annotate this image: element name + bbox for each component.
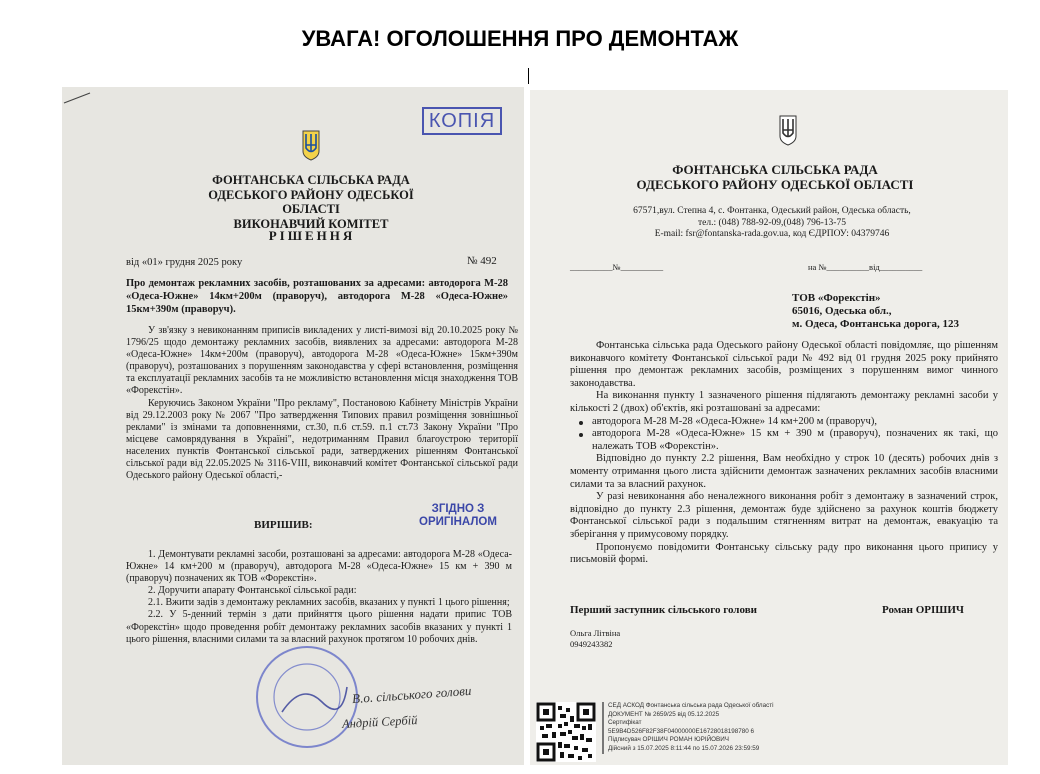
org-line: ФОНТАНСЬКА СІЛЬСЬКА РАДА [672, 162, 878, 177]
recipient-line: ТОВ «Форекстін» [792, 292, 881, 304]
eds-line: СЕД АСКОД Фонтанська сільська рада Одеської області [608, 702, 774, 709]
resolve-heading: ВИРІШИВ: [254, 519, 313, 531]
recipient-line: м. Одеса, Фонтанська дорога, 123 [792, 318, 959, 330]
title-divider [528, 68, 529, 84]
corner-pen-mark [62, 87, 102, 112]
outgoing-number: __________№__________ [570, 262, 664, 272]
coat-of-arms-icon [777, 114, 799, 146]
body-paragraph: Пропонуємо повідомити Фонтанську сільську раду про виконання цього припису у письмовій формі. [570, 541, 998, 566]
eds-line: Підписувач ОРІШИЧ РОМАН ЮРІЙОВИЧ [608, 736, 729, 744]
bullet-marker [579, 421, 583, 425]
org-line: ОДЕСЬКОГО РАЙОНУ ОДЕСЬКОЇ ОБЛАСТІ [636, 177, 914, 192]
org-email: E-mail: fsr@fontanska-rada.gov.ua, код ЄДРПОУ: 04379746 [654, 229, 890, 239]
executor-name: Ольга Літвіна [570, 628, 621, 638]
org-contacts [622, 206, 922, 241]
copy-stamp: КОПІЯ [422, 107, 502, 135]
recipient-line: 65016, Одеська обл., [792, 305, 892, 317]
doc-type: РІШЕННЯ [268, 228, 356, 243]
signer-title: Перший заступник сільського голови [570, 604, 757, 616]
letter-body [570, 340, 998, 567]
signature-note: В.о. сільського голови [351, 682, 472, 707]
decision-text [126, 325, 518, 482]
decision-date: від «01» грудня 2025 року [126, 257, 243, 268]
item-2-2: 2.2. У 5-денний термін з дати прийняття цього рішення надати припис ТОВ «Форекстін» щодо проведення робіт демонтажу рекламних засобів вказаних у пункті 1 цього рішення, власними силами та за власний рахунок протягом 10 робочих днів. [126, 609, 512, 645]
org-line: ОДЕСЬКОГО РАЙОНУ ОДЕСЬКОЇ ОБЛАСТІ [208, 187, 414, 216]
signer-name: Роман ОРІШИЧ [882, 604, 965, 616]
decision-document-scan [62, 87, 524, 765]
executor-phone: 0949243382 [570, 639, 613, 649]
address-list [570, 416, 998, 454]
org-phones: тел.: (048) 788-92-09,(048) 796-13-75 [698, 217, 846, 228]
legal-basis-paragraph: Керуючись Законом України "Про рекламу", Постановою Кабінету Міністрів України від 29.12.2003 року № 2067 "Про затвердження Типових правил розміщення зовнішньої реклами" із змінами та доповненнями, ст.30, п.6 ст.59. п.1 ст.73 Закону України "Про місцеве самоврядування в Україні", недотриманням Правил благоустрою території населених пунктів Фонтанської сільської ради, затверджених рішенням Фонтанської сільської ради від 22.05.2025 № 3116-VIII, виконавчий комітет Фонтанської сільської ради Одеського району Одеської області,- [126, 397, 518, 482]
body-paragraph: На виконання пункту 1 зазначеного рішення підлягають демонтажу рекламні засоби у кількості 2 (двох) об'єктів, які розташовані за адресами: [570, 390, 998, 414]
incoming-number: на №__________від__________ [808, 262, 923, 272]
eds-line: 5E9B4D526F82F38F04000000E16728018198780 6 [608, 727, 755, 735]
org-name [182, 173, 440, 231]
announcement-title: УВАГА! ОГОЛОШЕННЯ ПРО ДЕМОНТАЖ [301, 26, 739, 51]
item-2: 2. Доручити апарату Фонтанської сільської ради: [148, 585, 357, 597]
org-line: ФОНТАНСЬКА СІЛЬСЬКА РАДА [212, 173, 410, 187]
electronic-signature-stamp [602, 702, 776, 754]
round-seal [252, 642, 362, 757]
org-line: ВИКОНАВЧИЙ КОМІТЕТ [233, 216, 389, 231]
qr-code [536, 702, 596, 765]
eds-line: Дійсний з 15.07.2025 8:11:44 по 15.07.2026 23:59:59 [608, 744, 760, 752]
signatory-name: Андрій Сербій [341, 713, 418, 731]
preamble-paragraph: У зв'язку з невиконанням приписів викладених у листі-вимозі від 20.10.2025 року № 1796/25 щодо демонтажу рекламних засобів, виявлених за адресами: автодорога М-28 «Одеса-Южне» 14км+200м (праворуч), автодорога М-28 «Одеса-Южне» 15км+390м (праворуч), розташованих з порушенням законодавства у сфері встановлення, розміщення та експлуатації рекламних засобів та не можливістю встановлення місця знаходження ТОВ «Форекстін». [126, 325, 518, 397]
body-paragraph: Фонтанська сільська рада Одеського району Одеської області повідомляє, що рішенням виконавчого комітету Фонтанської сільської ради № 492 від 01 грудня 2025 року прийнято рішення про демонтаж рекламних засобів, розміщених з порушенням вимог чинного законодавства. [570, 340, 998, 389]
decision-subject: Про демонтаж рекламних засобів, розташованих за адресами: автодорога М-28 «Одеса-Южне» 14км+200м (праворуч), автодорога М-28 «Одеса-Южне» 15км+390м (праворуч). [126, 278, 508, 315]
decision-items [126, 549, 512, 646]
true-copy-stamp: ЗГІДНО З ОРИГІНАЛОМ [419, 503, 497, 528]
org-address: 67571,вул. Степна 4, с. Фонтанка, Одеський район, Одеська область, [633, 206, 911, 216]
body-paragraph: Відповідно до пункту 2.2 рішення, Вам необхідно у строк 10 (десять) робочих днів з моменту отримання цього листа здійснити демонтаж зазначених рекламних засобів власними силами та за власний рахунок. [570, 453, 998, 490]
coat-of-arms-icon [300, 129, 322, 161]
letter-document-scan [530, 90, 1008, 765]
body-paragraph: У разі невиконання або неналежного виконання робіт з демонтажу в зазначений строк, відповідно до пункту 2.3 рішення, демонтаж буде здійснено за рахунок коштів бюджету Фонтанської сільської ради з подальшим стягненням витрат на демонтаж, евакуацію та зберігання у примусовому порядку. [570, 491, 998, 540]
item-2-1: 2.1. Вжити задів з демонтажу рекламних засобів, вказаних у пункті 1 цього рішення; [148, 597, 510, 609]
item-1: 1. Демонтувати рекламні засоби, розташовані за адресами: автодорога М-28 «Одеса-Южне» 14 км+200 м (праворуч), автодорога М-28 «Одеса-Южне» 15 км + 390 м (праворуч) позначених як ТОВ «Форекстін». [126, 549, 512, 585]
eds-line: Сертифікат [608, 719, 642, 727]
recipient-block [792, 292, 959, 331]
eds-line: ДОКУМЕНТ № 2659/25 від 05.12.2025 [608, 710, 720, 718]
executor-block [570, 628, 620, 650]
decision-number: № 492 [467, 255, 497, 267]
address-item: автодорога М-28 «Одеса-Южне» 15 км + 390 м (праворуч), позначених як такі, що належать ТОВ «Форекстін». [592, 428, 998, 452]
bullet-marker [579, 433, 583, 437]
org-name [630, 162, 920, 192]
address-item: автодорога М-28 М-28 «Одеса-Южне» 14 км+200 м (праворуч), [592, 415, 877, 427]
